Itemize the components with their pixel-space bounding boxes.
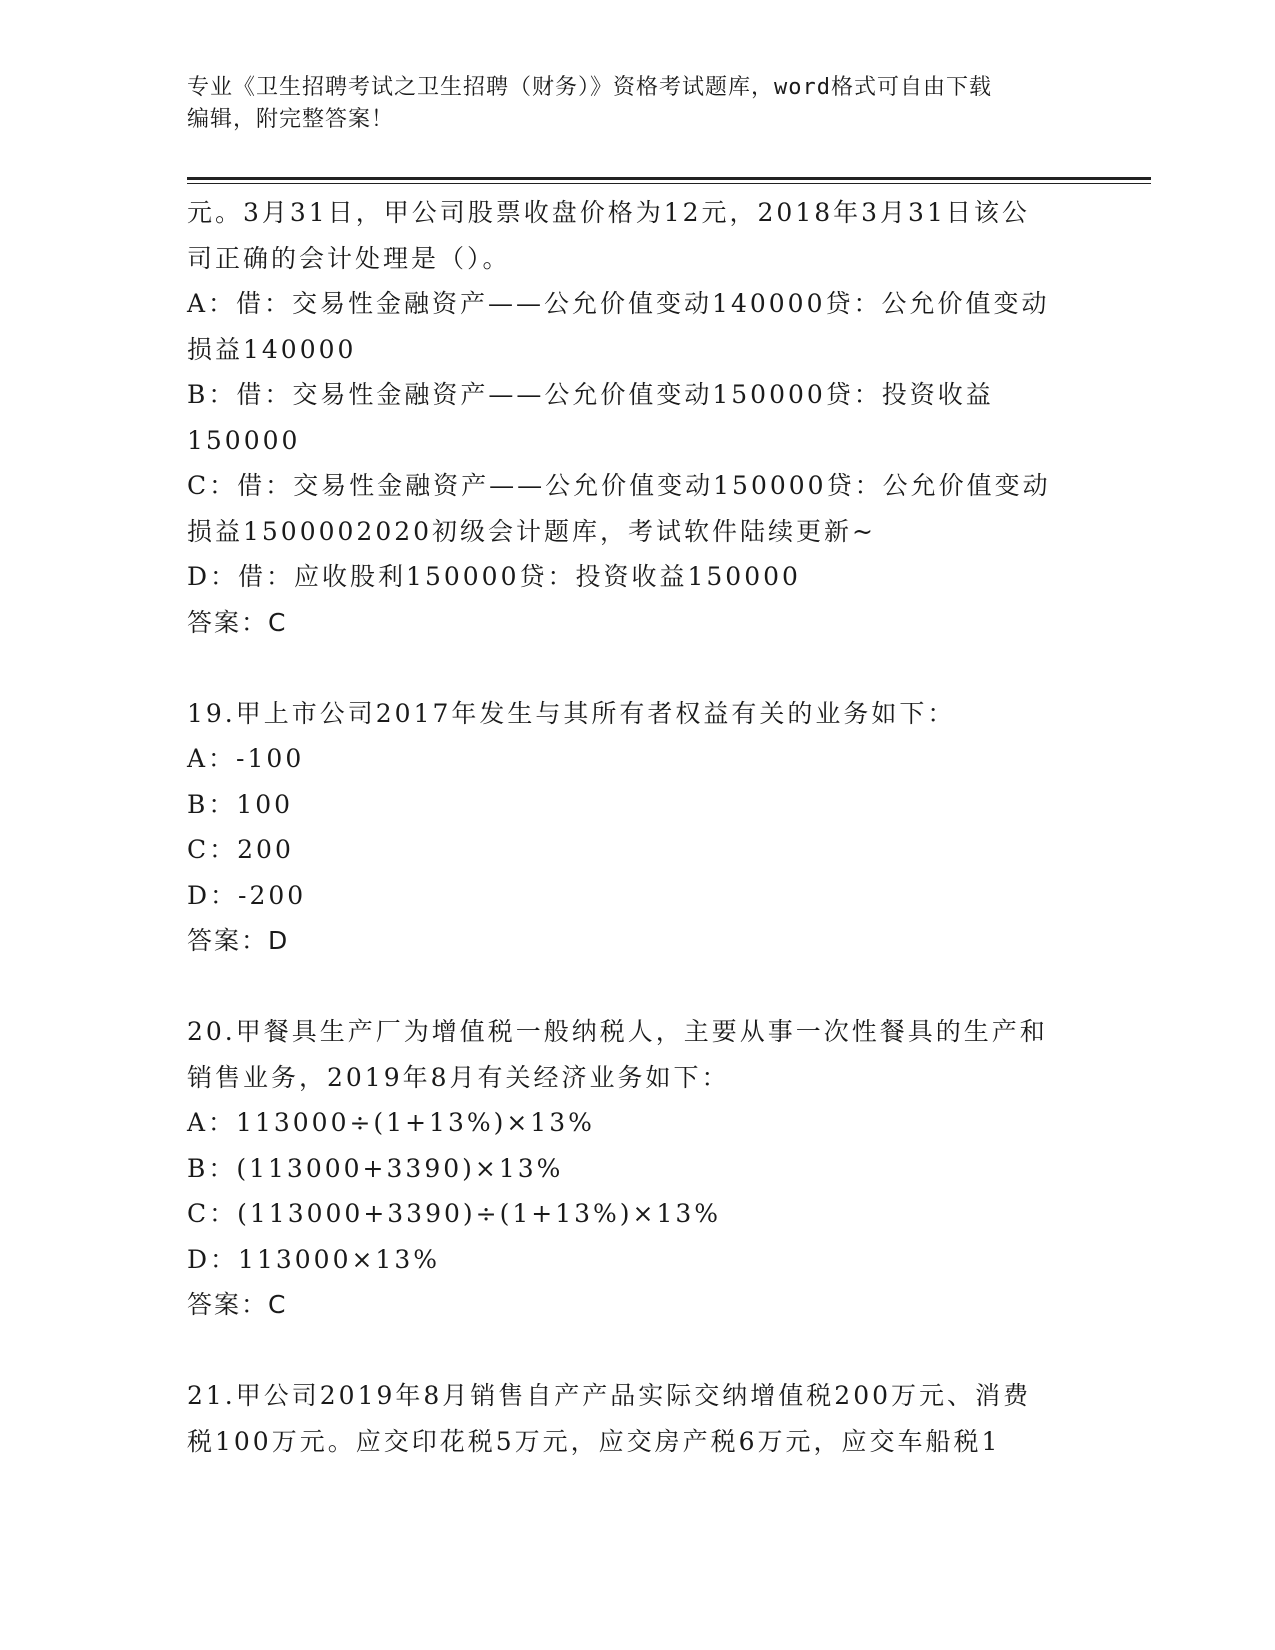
- answer: 答案：D: [187, 926, 290, 955]
- option-a: A：-100: [187, 744, 305, 773]
- question-stem: 21.甲公司2019年8月销售自产产品实际交纳增值税200万元、消费: [187, 1381, 1032, 1410]
- header-line-2: 编辑，附完整答案！: [187, 107, 395, 132]
- option-a: A：113000÷(1+13%)×13%: [187, 1108, 595, 1137]
- question-19: [187, 691, 1087, 964]
- question-stem: 税100万元。应交印花税5万元，应交房产税6万元，应交车船税1: [187, 1426, 1001, 1456]
- answer: 答案：C: [187, 1290, 288, 1319]
- option-a-cont: 损益140000: [187, 334, 357, 364]
- header-line-1: 专业《卫生招聘考试之卫生招聘（财务）》资格考试题库，word格式可自由下载: [187, 75, 992, 100]
- question-18: [187, 190, 1087, 645]
- question-content: [187, 190, 1087, 1464]
- question-stem: 司正确的会计处理是（）。: [187, 243, 511, 273]
- option-c: C：200: [187, 835, 294, 864]
- answer: 答案：C: [187, 607, 288, 637]
- question-stem: 销售业务，2019年8月有关经济业务如下：: [187, 1062, 730, 1092]
- spacer: [187, 1328, 1087, 1374]
- option-b: B：(113000+3390)×13%: [187, 1153, 564, 1183]
- header-rule-thin: [187, 183, 1151, 184]
- option-c-cont: 损益1500002020初级会计题库，考试软件陆续更新~: [187, 516, 877, 546]
- option-b: B：100: [187, 789, 294, 819]
- option-a: A：借：交易性金融资产——公允价值变动140000贷：公允价值变动: [187, 289, 1050, 318]
- question-stem: 19.甲上市公司2017年发生与其所有者权益有关的业务如下：: [187, 698, 956, 728]
- option-b: B：借：交易性金融资产——公允价值变动150000贷：投资收益: [187, 380, 994, 409]
- option-b-cont: 150000: [187, 425, 301, 455]
- question-stem: 元。3月31日，甲公司股票收盘价格为12元，2018年3月31日该公: [187, 198, 1030, 227]
- question-21: [187, 1373, 1087, 1464]
- option-c: C：(113000+3390)÷(1+13%)×13%: [187, 1199, 722, 1228]
- option-d: D：借：应收股利150000贷：投资收益150000: [187, 562, 801, 591]
- question-20: [187, 1009, 1087, 1328]
- spacer: [187, 964, 1087, 1010]
- option-d: D：113000×13%: [187, 1244, 440, 1274]
- option-d: D：-200: [187, 880, 307, 910]
- document-header: [187, 72, 1067, 136]
- question-stem: 20.甲餐具生产厂为增值税一般纳税人，主要从事一次性餐具的生产和: [187, 1017, 1048, 1046]
- option-c: C：借：交易性金融资产——公允价值变动150000贷：公允价值变动: [187, 471, 1051, 500]
- spacer: [187, 645, 1087, 691]
- header-rule-thick: [187, 177, 1151, 180]
